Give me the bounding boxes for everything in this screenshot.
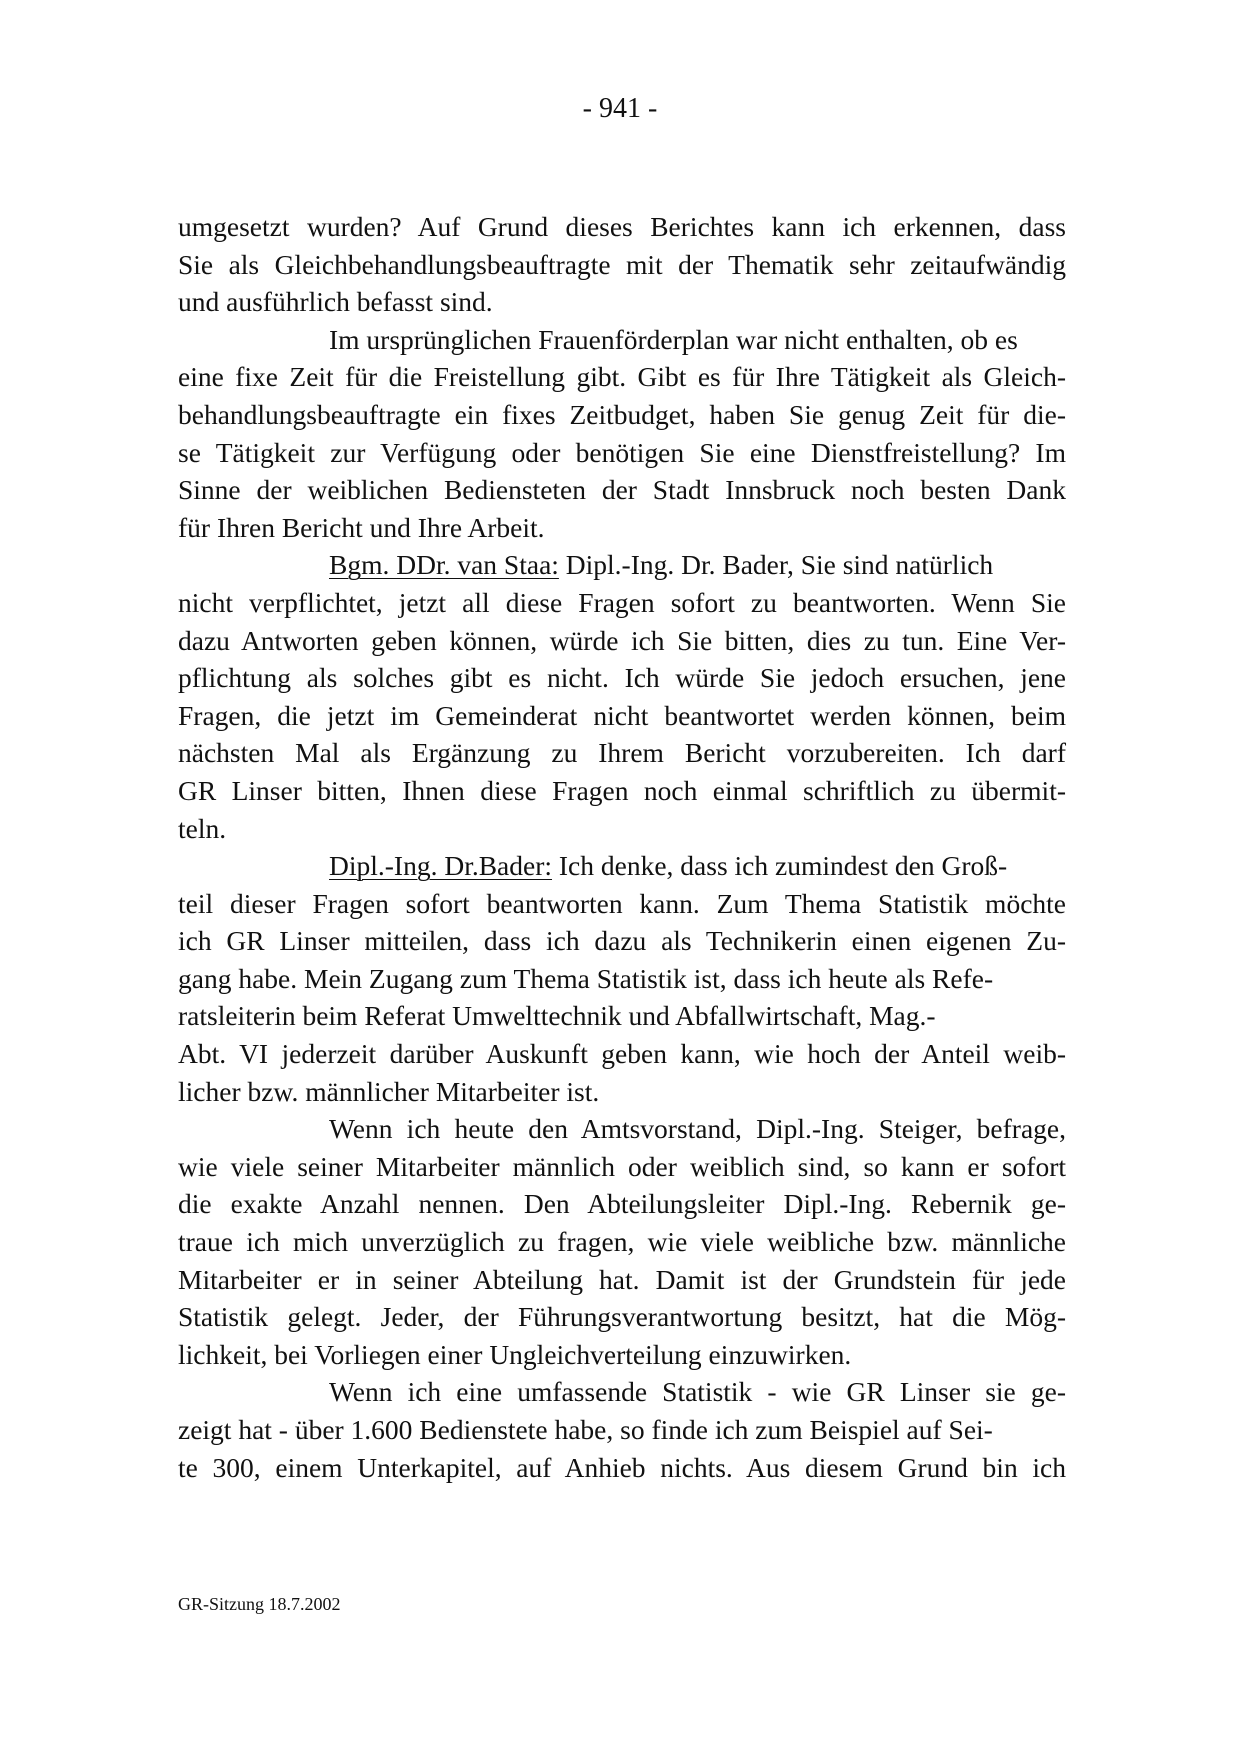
text-line: Wenn ich eine umfassende Statistik - wie GR Linser sie ge- [329,1376,1066,1408]
text-line: te 300, einem Unterkapitel, auf Anhieb nichts. Aus diesem Grund bin ich [178,1451,1066,1483]
speaker-line [178,847,1066,885]
speaker-name: Bgm. DDr. van Staa: [329,549,559,581]
text-line: se Tätigkeit zur Verfügung oder benötigen Sie eine Dienstfreistellung? Im [178,436,1066,468]
text-line: dazu Antworten geben können, würde ich Sie bitten, dies zu tun. Eine Ver- [178,624,1066,656]
text-line: zeigt hat - über 1.600 Bedienstete habe, so finde ich zum Beispiel auf Sei- [178,1414,993,1445]
speaker-text: Ich denke, dass ich zumindest den Groß- [552,850,1008,882]
text-line: nächsten Mal als Ergänzung zu Ihrem Bericht vorzubereiten. Ich darf [178,737,1066,769]
text-line: pflichtung als solches gibt es nicht. Ich würde Sie jedoch ersuchen, jene [178,662,1066,694]
text-line: Wenn ich heute den Amtsvorstand, Dipl.-Ing. Steiger, befrage, [329,1113,1066,1145]
text-line: licher bzw. männlicher Mitarbeiter ist. [178,1075,600,1107]
body-text [178,208,1066,1486]
text-line: Fragen, die jetzt im Gemeinderat nicht beantwortet werden können, beim [178,699,1066,731]
text-line: behandlungsbeauftragte ein fixes Zeitbudget, haben Sie genug Zeit für die- [178,398,1066,430]
text-line: traue ich mich unverzüglich zu fragen, wie viele weibliche bzw. männliche [178,1226,1066,1258]
text-line: Statistik gelegt. Jeder, der Führungsverantwortung besitzt, hat die Mög- [178,1301,1066,1333]
speaker-name: Dipl.-Ing. Dr.Bader: [329,850,553,882]
text-line: für Ihren Bericht und Ihre Arbeit. [178,511,545,543]
speaker-text: Dipl.-Ing. Dr. Bader, Sie sind natürlich [558,549,994,581]
text-line: GR Linser bitten, Ihnen diese Fragen noch einmal schriftlich zu übermit- [178,774,1066,806]
footer-session-label: GR-Sitzung 18.7.2002 [178,1594,341,1614]
text-line: Abt. VI jederzeit darüber Auskunft geben kann, wie hoch der Anteil weib- [178,1038,1066,1070]
text-line: eine fixe Zeit für die Freistellung gibt. Gibt es für Ihre Tätigkeit als Gleich- [178,361,1066,393]
text-line: teil dieser Fragen sofort beantworten kann. Zum Thema Statistik möchte [178,887,1066,919]
text-line: gang habe. Mein Zugang zum Thema Statistik ist, dass ich heute als Refe- [178,962,994,994]
text-line: lichkeit, bei Vorliegen einer Ungleichverteilung einzuwirken. [178,1338,852,1370]
text-line: Im ursprünglichen Frauenförderplan war nicht enthalten, ob es [329,323,1018,355]
page-number: - 941 - [582,93,658,124]
text-line: wie viele seiner Mitarbeiter männlich oder weiblich sind, so kann er sofort [178,1150,1066,1182]
text-line: nicht verpflichtet, jetzt all diese Fragen sofort zu beantworten. Wenn Sie [178,586,1066,618]
text-line: Mitarbeiter er in seiner Abteilung hat. Damit ist der Grundstein für jede [178,1263,1066,1295]
text-line: die exakte Anzahl nennen. Den Abteilungsleiter Dipl.-Ing. Rebernik ge- [178,1188,1066,1220]
text-line: und ausführlich befasst sind. [178,286,493,318]
text-line: ratsleiterin beim Referat Umwelttechnik und Abfallwirtschaft, Mag.- [178,1000,936,1032]
text-line: teln. [178,812,227,844]
text-line: Sinne der weiblichen Bediensteten der Stadt Innsbruck noch besten Dank [178,474,1066,506]
text-line: umgesetzt wurden? Auf Grund dieses Berichtes kann ich erkennen, dass [178,211,1066,242]
text-line: ich GR Linser mitteilen, dass ich dazu als Technikerin einen eigenen Zu- [178,925,1066,957]
text-line: Sie als Gleichbehandlungsbeauftragte mit der Thematik sehr zeitaufwändig [178,248,1066,280]
speaker-line [178,546,1066,584]
